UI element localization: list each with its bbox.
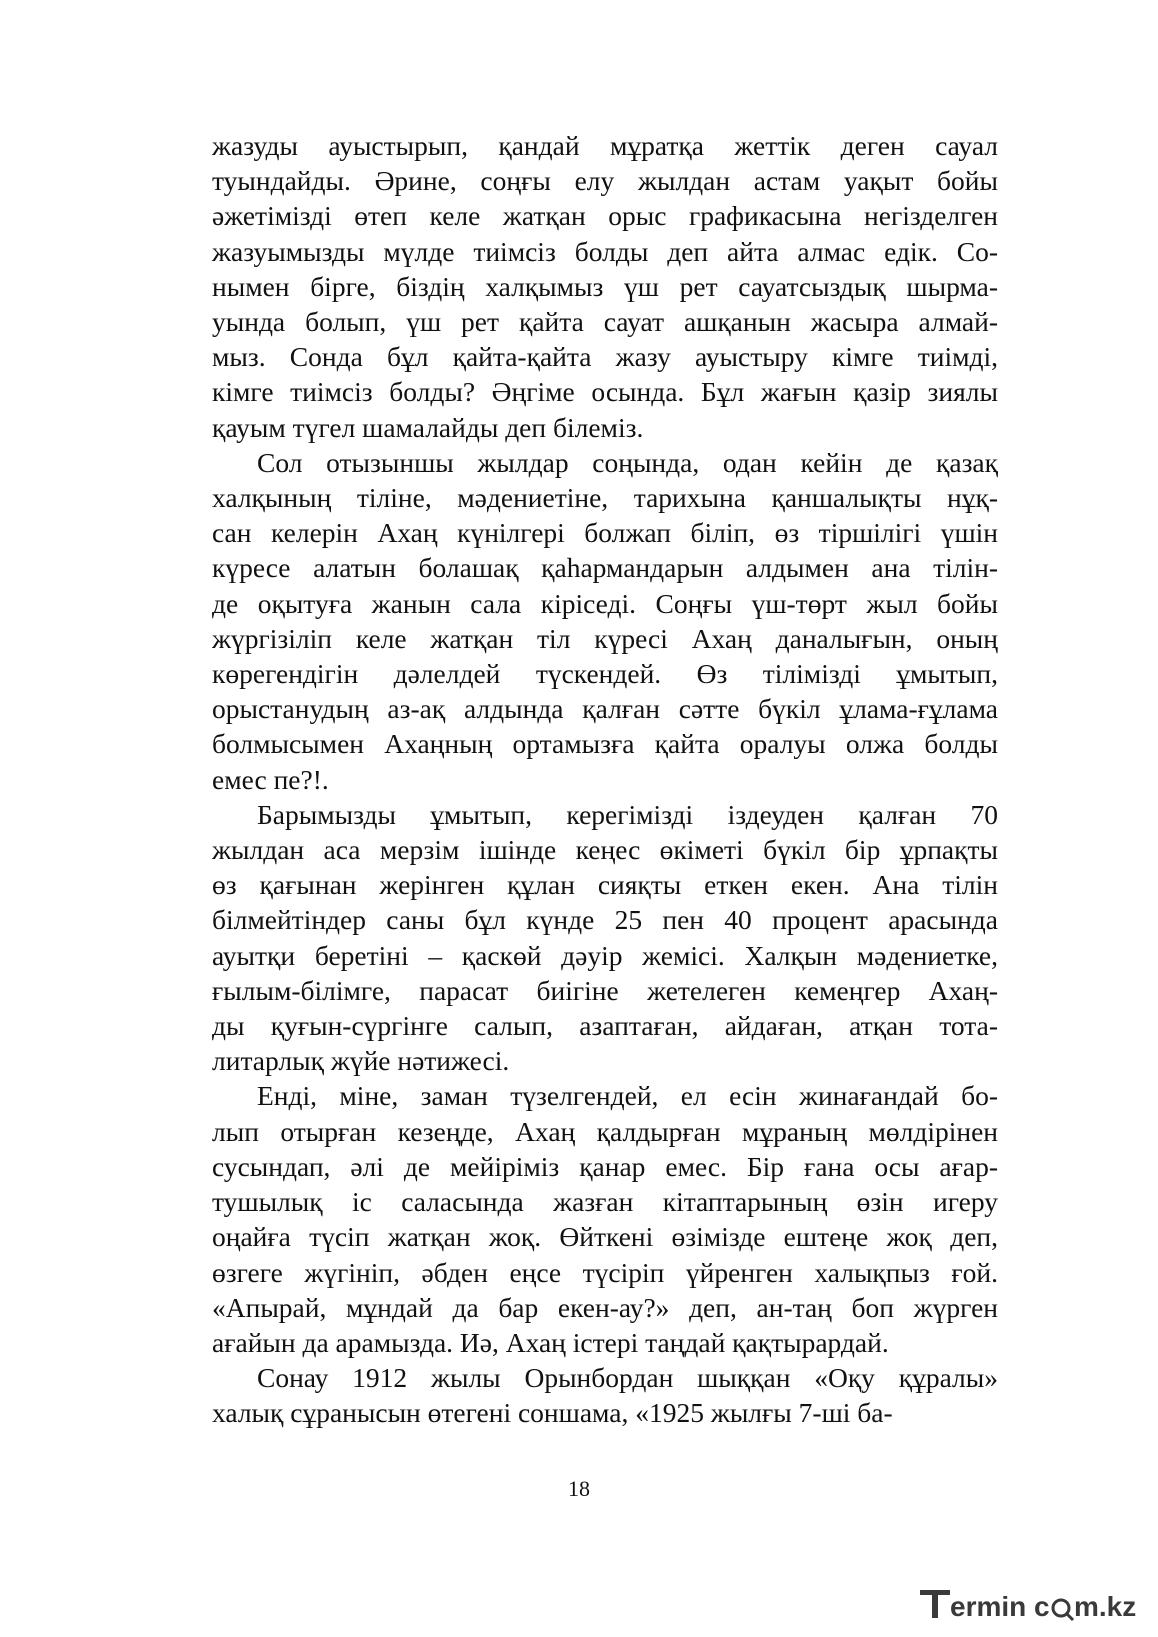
text-line: көрегендігін дәлелдей түскендей. Өз тілімізді ұмытып,	[212, 658, 998, 690]
text-line: халқының тіліне, мәдениетіне, тарихына қаншалықты нұқ-	[212, 482, 998, 514]
text-line: мыз. Сонда бұл қайта-қайта жазу ауыстыру кімге тиімді,	[212, 341, 998, 373]
text-line: әжетімізді өтеп келе жатқан орыс графикасына негізделген	[212, 200, 998, 232]
text-line: сан келерін Ахаң күнілгері болжап біліп, өз тіршілігі үшін	[212, 517, 998, 549]
text-line: күресе алатын болашақ қаһармандарын алдымен ана тілін-	[212, 552, 998, 584]
text-line: ды қуғын-сүргінге салып, азаптаған, айдаған, атқан тота-	[212, 1010, 998, 1042]
text-line: Сонау 1912 жылы Орынбордан шыққан «Оқу құралы»	[257, 1362, 998, 1394]
text-line: жылдан аса мерзім ішінде кеңес өкіметі бүкіл бір ұрпақты	[212, 834, 998, 866]
text-line: қауым түгел шамалайды деп білеміз.	[212, 411, 644, 443]
text-line: өз қағынан жерінген құлан сияқты еткен екен. Ана тілін	[212, 869, 998, 901]
text-line: ағайын да арамызда. Иә, Ахаң істері таңдай қақтырардай.	[212, 1326, 889, 1358]
text-line: ауытқи беретіні – қаскөй дәуір жемісі. Халқын мәдениетке,	[212, 939, 998, 971]
text-line: жазуымызды мүлде тиімсіз болды деп айта алмас едік. Со-	[212, 235, 998, 267]
text-line: Енді, міне, заман түзелгендей, ел есін жинағандай бо-	[257, 1080, 998, 1112]
paragraph	[212, 1360, 998, 1430]
watermark-logo	[918, 1583, 1136, 1623]
paragraph	[212, 128, 998, 445]
svg-text:m.kz: m.kz	[1074, 1591, 1136, 1622]
termincom-logo-icon	[918, 1583, 1136, 1623]
text-line: Сол отызыншы жылдар соңында, одан кейін де қазақ	[257, 446, 998, 478]
page-number: 18	[568, 1476, 590, 1501]
text-line: емес пе?!.	[212, 763, 329, 795]
body-text	[212, 128, 998, 1431]
text-line: уында болып, үш рет қайта сауат ашқанын жасыра алмай-	[212, 306, 998, 338]
text-line: жазуды ауыстырып, қандай мұратқа жеттік деген сауал	[212, 130, 998, 161]
text-line: жүргізіліп келе жатқан тіл күресі Ахаң даналығын, оның	[212, 622, 998, 654]
text-line: нымен бірге, біздің халқымыз үш рет сауатсыздық шырма-	[212, 270, 998, 302]
text-line: тушылық іс саласында жазған кітаптарының өзін игеру	[212, 1186, 998, 1218]
text-line: болмысымен Ахаңның ортамызға қайта оралуы олжа болды	[212, 728, 998, 760]
text-line: білмейтіндер саны бұл күнде 25 пен 40 процент арасында	[212, 904, 998, 936]
text-line: ғылым-білімге, парасат биігіне жетелеген кемеңгер Ахаң-	[212, 974, 998, 1006]
text-line: литарлық жүйе нәтижесі.	[212, 1045, 510, 1077]
text-line: Барымызды ұмытып, керегімізді іздеуден қалған 70	[257, 798, 998, 830]
paragraph	[212, 797, 998, 1079]
text-line: оңайға түсіп жатқан жоқ. Өйткені өзімізде ештеңе жоқ деп,	[212, 1221, 998, 1253]
text-line: орыстанудың аз-ақ алдында қалған сәтте бүкіл ұлама-ғұлама	[212, 693, 998, 725]
text-line: сусындап, әлі де мейіріміз қанар емес. Бір ғана осы ағар-	[212, 1150, 998, 1182]
text-line: де оқытуға жанын сала кіріседі. Соңғы үш-төрт жыл бойы	[212, 587, 998, 619]
paragraph	[212, 445, 998, 797]
svg-text:c: c	[1034, 1591, 1050, 1622]
text-line: туындайды. Әрине, соңғы елу жылдан астам уақыт бойы	[212, 165, 998, 197]
text-line: халық сұранысын өтегені соншама, «1925 жылғы 7-ші ба-	[212, 1397, 893, 1429]
text-line: кімге тиімсіз болды? Әңгіме осында. Бұл жағын қазір зиялы	[212, 376, 998, 408]
text-line: «Апырай, мұндай да бар екен-ау?» деп, ан-таң боп жүрген	[212, 1291, 998, 1323]
text-line: лып отырған кезеңде, Ахаң қалдырған мұраның мөлдірінен	[212, 1115, 998, 1147]
svg-text:ermin: ermin	[950, 1591, 1027, 1622]
paragraph	[212, 1078, 998, 1360]
text-line: өзгеге жүгініп, әбден еңсе түсіріп үйренген халықпыз ғой.	[212, 1256, 998, 1288]
